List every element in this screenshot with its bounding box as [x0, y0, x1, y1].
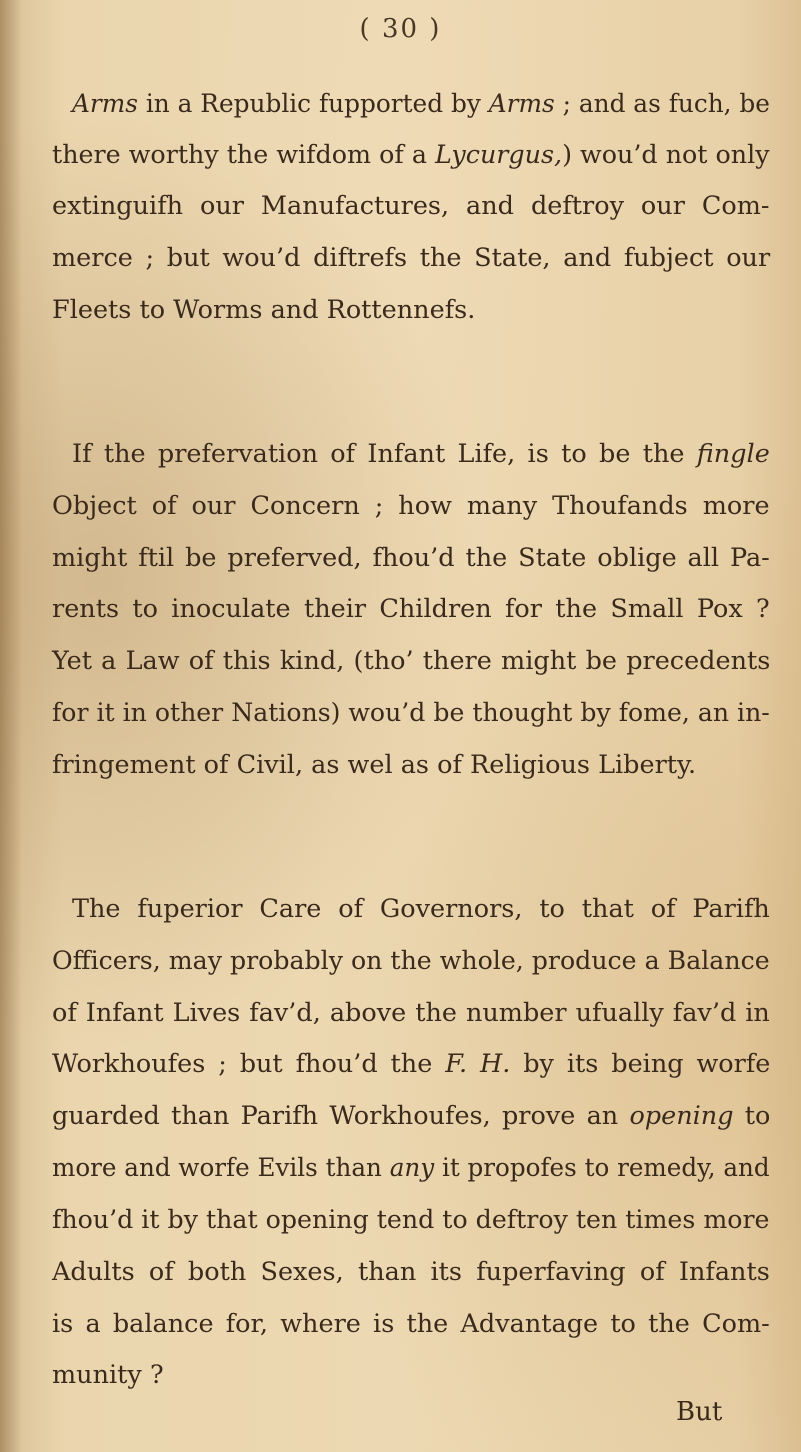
text-line	[52, 542, 770, 574]
gutter-shadow	[0, 0, 22, 1452]
text-run: is a balance for, where is the Advantage to the Com-	[52, 1309, 770, 1339]
catchword: But	[676, 1397, 723, 1427]
text-line	[52, 490, 770, 522]
text-line	[72, 438, 770, 470]
text-run: Workhoufes ; but fhou’d the	[52, 1049, 446, 1079]
text-run: it propofes to remedy, and	[434, 1153, 770, 1183]
italic-text: Lycurgus,	[435, 140, 563, 170]
text-line	[52, 945, 770, 977]
text-line	[52, 997, 770, 1029]
text-run: by its being worfe	[510, 1049, 771, 1079]
text-run: Officers, may probably on the whole, produce a Balance	[52, 946, 770, 976]
text-run: in a Republic fupported by	[137, 89, 489, 119]
text-run: munity ?	[52, 1360, 164, 1390]
text-line	[52, 749, 696, 781]
text-line	[72, 88, 770, 120]
text-run: ; and as fuch, be	[554, 89, 770, 119]
text-run: merce ; but wou’d diftrefs the State, and fubject our	[52, 243, 771, 273]
text-line	[52, 1359, 164, 1391]
text-line	[52, 1204, 770, 1236]
text-run: Fleets to Worms and Rottennefs.	[52, 295, 476, 325]
text-line	[52, 593, 770, 625]
text-run: of Infant Lives fav’d, above the number ufually fav’d in	[52, 998, 770, 1028]
text-run: If the prefervation of Infant Life, is to be the	[72, 439, 697, 469]
text-line	[52, 697, 770, 729]
text-run: The fuperior Care of Governors, to that of Parifh	[72, 894, 770, 924]
text-run: Adults of both Sexes, than its fuperfaving of Infants	[52, 1257, 770, 1287]
italic-text: fingle	[696, 439, 770, 469]
text-run: fhou’d it by that opening tend to deftroy ten times more	[52, 1205, 770, 1235]
text-run: ) wou’d not only	[562, 140, 770, 170]
text-line	[52, 1100, 770, 1132]
italic-text: F. H.	[445, 1049, 511, 1079]
text-line	[52, 190, 770, 222]
text-run: more and worfe Evils than	[52, 1153, 390, 1183]
italic-text: any	[389, 1153, 435, 1183]
text-run: extinguifh our Manufactures, and deftroy our Com-	[52, 191, 770, 221]
text-run: rents to inoculate their Children for the Small Pox ?	[52, 594, 770, 624]
text-run: to	[733, 1101, 771, 1131]
text-run: Object of our Concern ; how many Thoufands more	[52, 491, 770, 521]
text-line	[52, 645, 770, 677]
text-line	[52, 1308, 770, 1340]
italic-text: Arms	[488, 89, 555, 119]
text-line	[52, 1152, 770, 1184]
text-run: for it in other Nations) wou’d be thought by fome, an in-	[52, 698, 770, 728]
italic-text: opening	[629, 1101, 734, 1131]
text-line	[52, 1256, 770, 1288]
text-line	[72, 893, 770, 925]
text-line	[52, 294, 475, 326]
page-number: ( 30 )	[359, 14, 442, 44]
text-line	[52, 1048, 770, 1080]
text-run: fringement of Civil, as wel as of Religious Liberty.	[52, 750, 697, 780]
italic-text: Arms	[72, 89, 138, 119]
text-line	[52, 139, 770, 171]
text-run: there worthy the wifdom of a	[52, 140, 436, 170]
text-run: guarded than Parifh Workhoufes, prove an	[52, 1101, 630, 1131]
text-run: Yet a Law of this kind, (tho’ there might be precedents	[52, 646, 771, 676]
text-run: might ftil be preferved, fhou’d the State oblige all Pa-	[52, 543, 770, 573]
text-line	[52, 242, 770, 274]
